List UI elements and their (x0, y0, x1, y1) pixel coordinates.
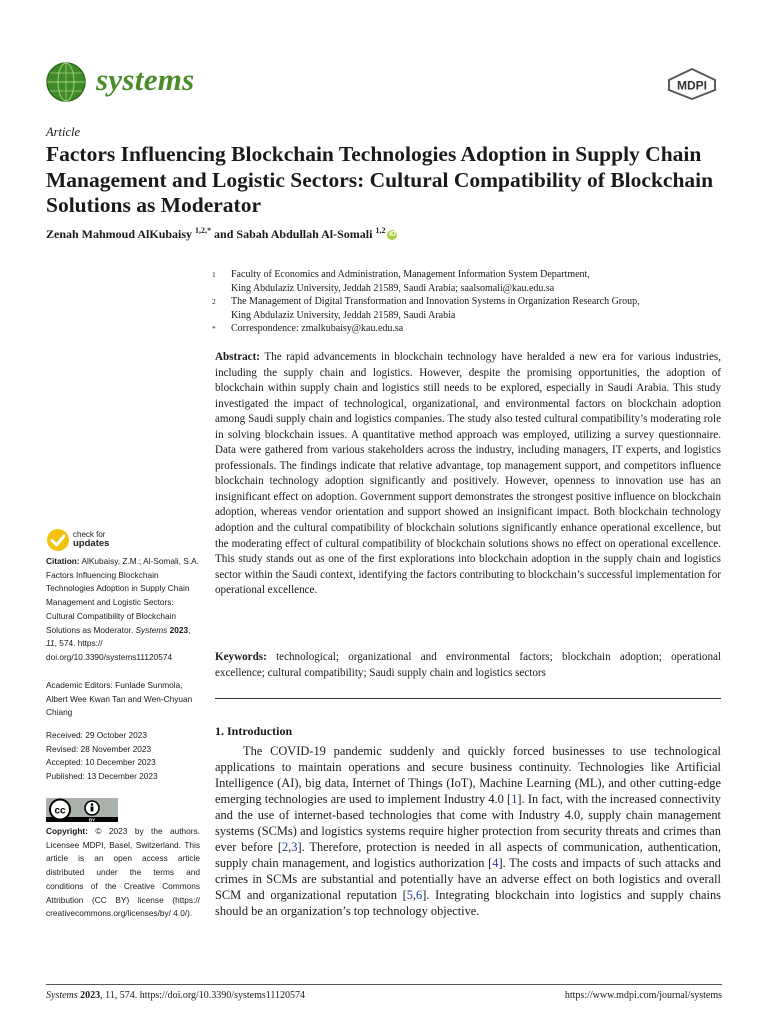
affiliation-line: King Abdulaziz University, Jeddah 21589, Saudi Arabia; saalsomali@kau.edu.sa (231, 282, 555, 294)
citation-year: 2023 (169, 624, 189, 635)
affiliation-line: The Management of Digital Transformation and Innovation Systems in Organization Research Group, (231, 296, 640, 307)
paragraph-text: ]. Therefore, protection is needed in all aspects of communication, authentication, supply chain management, and logistics authorization [ (215, 840, 721, 871)
affiliation-mark: 2 (212, 297, 216, 306)
section-heading: 1. Introduction (215, 724, 293, 738)
abstract (215, 350, 721, 599)
citation-volume: 11 (46, 638, 55, 649)
check-updates-label (73, 530, 109, 548)
section-divider (215, 698, 721, 699)
footer-divider (46, 984, 722, 985)
affiliation-mark: * (212, 324, 216, 333)
mdpi-logo-icon (666, 68, 718, 100)
check-for-updates-button[interactable] (46, 528, 136, 552)
keywords-text: technological; organizational and environmental factors; blockchain adoption; operational excellence; cultural compatibility; Saudi supply chain and logistics sectors (215, 651, 722, 679)
keywords-label: Keywords: (215, 651, 267, 663)
author-affiliation-mark: 1,2 (375, 226, 386, 235)
author-list (46, 226, 397, 242)
copyright-label: Copyright: (46, 826, 88, 836)
citation-link[interactable]: 2 (281, 840, 289, 855)
article-type: Article (46, 125, 81, 139)
article-title: Factors Influencing Blockchain Technologies Adoption in Supply Chain Management and Logistic Sectors: Cultural Compatibility of Blockchain Solutions as Moderator (46, 142, 714, 217)
paragraph-text: ]. Integrating blockchain into logistics and supply chains should be an organization’s top technology objective. (215, 888, 721, 919)
keywords (215, 650, 721, 681)
footer-doi[interactable]: , 11, 574. https://doi.org/10.3390/systems11120574 (100, 990, 305, 1001)
citation-journal: Systems (135, 624, 168, 635)
citation-label: Citation: (46, 556, 80, 566)
affiliation (214, 295, 724, 322)
author-name[interactable]: Sabah Abdullah Al-Somali (236, 227, 373, 241)
cc-by-label: BY (88, 817, 96, 822)
intro-paragraph: The COVID-19 pandemic suddenly and quickly forced businesses to use technological applications to maintain operations and secure business continuity. Technologies like Artificial Intelligence (AI), big data, Internet of Things (IoT), Machine Learning (ML), and other cutting-edge emerging technologies are used to implement Industry 4.0 [1]. In fact, with the increased connectivity and the use of internet-based technologies that come with Industry 4.0, supply chain management systems (SCMs) and logistics systems require higher protection from security threats and crimes than ever before [2,3]. Therefore, protection is needed in all aspects of communication, authentication, supply chain management, and logistics authorization [4]. The costs and impacts of such attacks and crimes in SCMs are substantial and potentially have an adverse effect on both logistics and overall SCM and organizational reputation [5,6]. Integrating blockchain into logistics and supply chains should be an organization’s top technology objective. (215, 744, 721, 919)
paragraph-text: ]. In fact, with the increased connectivity and the use of internet-based technologies that come with Industry 4.0, supply chain management systems (SCMs) and logistics systems require higher protection from security threats and crimes than ever before [ (215, 792, 721, 855)
affiliation (214, 268, 724, 295)
abstract-label: Abstract: (215, 351, 260, 363)
check-updates-icon (46, 528, 70, 552)
author-connector: and (211, 227, 237, 241)
globe-logo-icon (46, 62, 86, 102)
received-date: Received: 29 October 2023 (46, 730, 148, 740)
footer-journal: Systems (46, 990, 78, 1001)
revised-date: Revised: 28 November 2023 (46, 743, 152, 754)
citation-text: AlKubaisy, Z.M.; Al-Somali, S.A. Factors Influencing Blockchain Technologies Adoption in Supply Chain Management and Logistic Sectors: Cultural Compatibility of Blockchain Solutions as Moderator. (46, 556, 199, 635)
citation-block: Citation: AlKubaisy, Z.M.; Al-Somali, S.A. Factors Influencing Blockchain Technologies Adoption in Supply Chain Management and Logistic Sectors: Cultural Compatibility of Blockchain Solutions as Moderator. Systems 2023, 11, 574. https:// doi.org/10.3390/systems11120574 (46, 556, 199, 662)
published-date: Published: 13 December 2023 (46, 771, 158, 782)
correspondence-line: Correspondence: zmalkubaisy@kau.edu.sa (231, 323, 404, 334)
citation-link[interactable]: 5 (406, 888, 413, 903)
citation-doi-link[interactable]: doi.org/10.3390/systems11120574 (46, 651, 173, 662)
footer-citation (46, 990, 305, 1001)
author-name[interactable]: Zenah Mahmoud AlKubaisy (46, 227, 193, 241)
citation-link[interactable]: 1 (511, 792, 518, 807)
publisher-name: MDPI (677, 78, 707, 93)
paragraph-text: ]. The costs and impacts of such attacks and crimes in SCMs are substantial and potentially have an adverse effect on both logistics and overall SCM and organizational reputation [ (215, 856, 721, 903)
publication-dates (46, 729, 200, 784)
affiliation-line: King Abdulaziz University, Jeddah 21589, Saudi Arabia (231, 309, 456, 321)
copyright-text: © 2023 by the authors. Licensee MDPI, Basel, Switzerland. This article is an open access article distributed under the terms and conditions of the Creative Commons Attribution (CC BY) license (https:// creativecommons.org/licenses/by/ 4.0/). (46, 826, 200, 919)
check-updates-line: check for (73, 530, 106, 539)
affiliation-mark: 1 (212, 270, 216, 279)
svg-text:cc: cc (54, 805, 66, 817)
abstract-text: The rapid advancements in blockchain technology have heralded a new era for various industries, including the supply chain and logistics. However, despite the promising opportunities, the adoption of blockchain within supply chain and logistics still needs to be explored, especially in Saudi Arabia. This study investigated the impact of technological, organizational, and environmental factors on blockchain adoption among Saudi supply chain and logistics companies. The study also tested cultural compatibility’s moderating role in solving blockchain issues. A quantitative method approach was employed, utilizing a survey questionnaire. Data were gathered from various stakeholders across the industry, including managers, IT experts, and logistics professionals. The findings indicate that relative advantage, top management support, and competitors influence blockchain technology adoption significantly and positively. However, openness to innovation use has an insignificant effect on adoption. Government support demonstrates the strongest positive influence on blockchain adoption, whereas vendor orientation and support showed an insignificant impact. Both blockchain technology adoption and the cultural compatibility of blockchain solutions significantly enhance operational excellence, but the moderating effect of cultural compatibility of blockchain solutions shows no effect on operational excellence. This study stands out as one of the first explorations into blockchain adoption in the supply chain and logistics sector within the Saudi context, identifying the factors contributing to blockchain’s successful implementation for operational excellence. (215, 351, 721, 597)
citation-link[interactable]: 4 (492, 856, 499, 871)
affiliation (214, 322, 724, 336)
cc-by-license-icon[interactable] (46, 798, 118, 822)
citation-link[interactable]: 3 (291, 840, 298, 855)
accepted-date: Accepted: 10 December 2023 (46, 757, 156, 768)
citation-link[interactable]: 6 (416, 888, 423, 903)
affiliation-line: Faculty of Economics and Administration, Management Information System Department, (231, 269, 590, 280)
journal-name: systems (96, 62, 195, 97)
check-updates-line: updates (73, 538, 110, 549)
author-affiliation-mark: 1,2,* (195, 226, 212, 235)
footer-year: 2023 (80, 990, 101, 1001)
footer-journal-url[interactable]: https://www.mdpi.com/journal/systems (564, 990, 722, 1001)
copyright-block (46, 825, 200, 921)
paragraph-text: The COVID-19 pandemic suddenly and quickly forced businesses to use technological applications to maintain operations and secure business continuity. Technologies like Artificial Intelligence (AI), big data, Internet of Things (IoT), Machine Learning (ML), and other cutting-edge emerging technologies are used to implement Industry 4.0 [ (215, 744, 721, 807)
citation-pages: , 574. https:// (54, 638, 103, 649)
academic-editors: Academic Editors: Funlade Sunmola, Albert Wee Kwan Tan and Wen-Chyuan Chiang (46, 680, 193, 718)
orcid-icon[interactable]: iD (388, 231, 396, 239)
